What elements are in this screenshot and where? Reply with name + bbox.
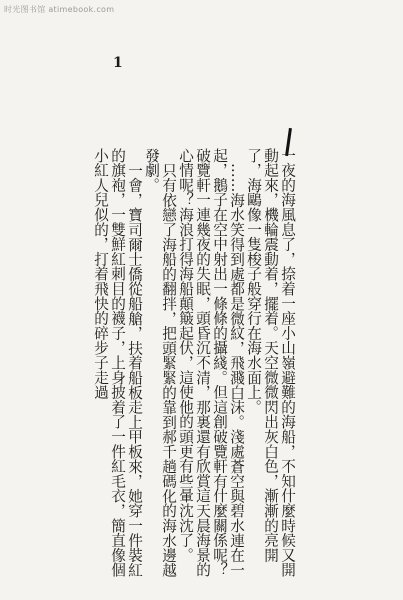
- paragraph-2: ……海水笑得到處都是微紋，飛濺白沫。淺處蒼空與碧水連在一起，鵝子在空中射出一條條的攝綫。但這創破覽軒有什麼關係呢？破覽軒一連幾夜的失眠，頭昏沉不清，那裏還有欣賞這天晨海景的心情呢？海浪打得海船顛簸起伏，這使他的頭更有些暈沈沈了。: [177, 148, 245, 578]
- site-watermark: 时光图书馆 atimebook.com: [4, 5, 115, 14]
- paragraph-3: 只有依戀了海船的翻拌，把頭緊緊的靠到郝千趟碼化的海水邊越發劇。: [143, 148, 177, 577]
- page-body: [92, 148, 392, 598]
- vertical-text-column: [92, 148, 296, 588]
- paragraph-1: 一夜的海風息了，捺着一座小山嶺避難的海船，不知什麼時候又開動起來，機輪震動着，擺着。天空微微閃出灰白色，漸漸的亮開了，海鷗像一隻梭子般穿行在海水面上。: [245, 148, 296, 578]
- page-number: 1: [113, 55, 123, 71]
- paragraph-4: 一會，寶司爾士僑從船艙，扶着船板走上甲板來，她穿一件裝紅的旗袍，一雙鮮紅刺目的襪子，上身披着了一件紅毛衣，簡直像個小紅人兒似的，打着飛快的碎步子走過: [92, 148, 143, 578]
